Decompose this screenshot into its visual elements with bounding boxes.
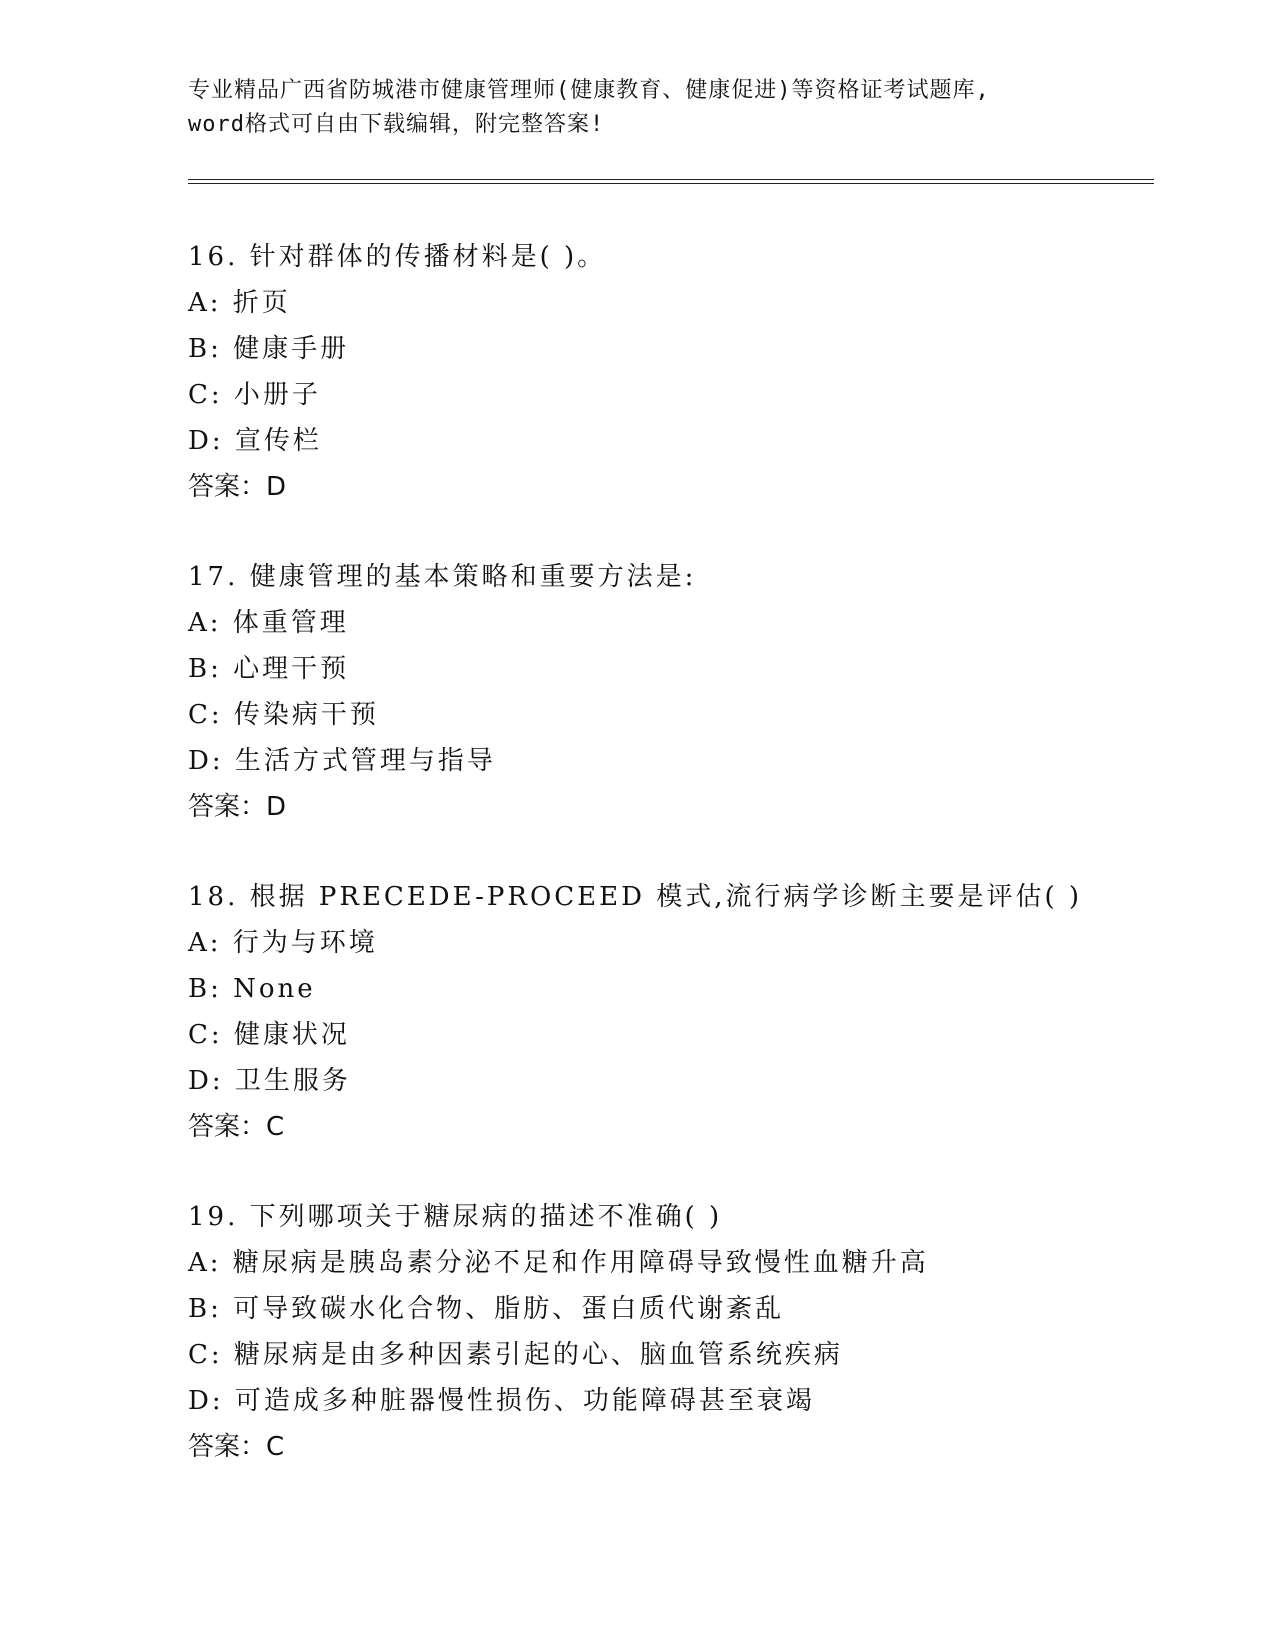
option-b: B: None	[188, 974, 316, 1004]
option-b: B: 心理干预	[188, 654, 350, 684]
option-c: C: 小册子	[188, 380, 321, 410]
answer: 答案：C	[188, 1432, 285, 1462]
answer: 答案：D	[188, 792, 287, 822]
answer: 答案：D	[188, 472, 287, 502]
option-c: C: 健康状况	[188, 1020, 350, 1050]
header-line-1: 专业精品广西省防城港市健康管理师(健康教育、健康促进)等资格证考试题库,	[188, 78, 990, 103]
question-stem: 16. 针对群体的传播材料是( )。	[188, 242, 607, 272]
question-17	[188, 554, 1168, 830]
question-16	[188, 234, 1168, 510]
option-d: D: 宣传栏	[188, 426, 322, 456]
question-18	[188, 874, 1168, 1150]
question-stem: 18. 根据 PRECEDE-PROCEED 模式,流行病学诊断主要是评估( )	[188, 882, 1083, 912]
option-b: B: 可导致碳水化合物、脂肪、蛋白质代谢紊乱	[188, 1294, 785, 1324]
answer: 答案：C	[188, 1112, 285, 1142]
header-line-2: word格式可自由下载编辑，附完整答案!	[188, 112, 605, 137]
document-header	[188, 74, 1088, 142]
option-b: B: 健康手册	[188, 334, 350, 364]
option-a: A: 糖尿病是胰岛素分泌不足和作用障碍导致慢性血糖升高	[188, 1248, 929, 1278]
option-a: A: 折页	[188, 288, 291, 318]
option-d: D: 可造成多种脏器慢性损伤、功能障碍甚至衰竭	[188, 1386, 815, 1416]
option-a: A: 体重管理	[188, 608, 349, 638]
option-c: C: 糖尿病是由多种因素引起的心、脑血管系统疾病	[188, 1340, 843, 1370]
header-divider-top	[188, 179, 1154, 180]
option-d: D: 卫生服务	[188, 1066, 351, 1096]
question-stem: 19. 下列哪项关于糖尿病的描述不准确( )	[188, 1202, 723, 1232]
option-a: A: 行为与环境	[188, 928, 378, 958]
option-c: C: 传染病干预	[188, 700, 379, 730]
option-d: D: 生活方式管理与指导	[188, 746, 496, 776]
question-19	[188, 1194, 1168, 1470]
question-stem: 17. 健康管理的基本策略和重要方法是:	[188, 562, 697, 592]
header-divider-bottom	[188, 183, 1154, 184]
